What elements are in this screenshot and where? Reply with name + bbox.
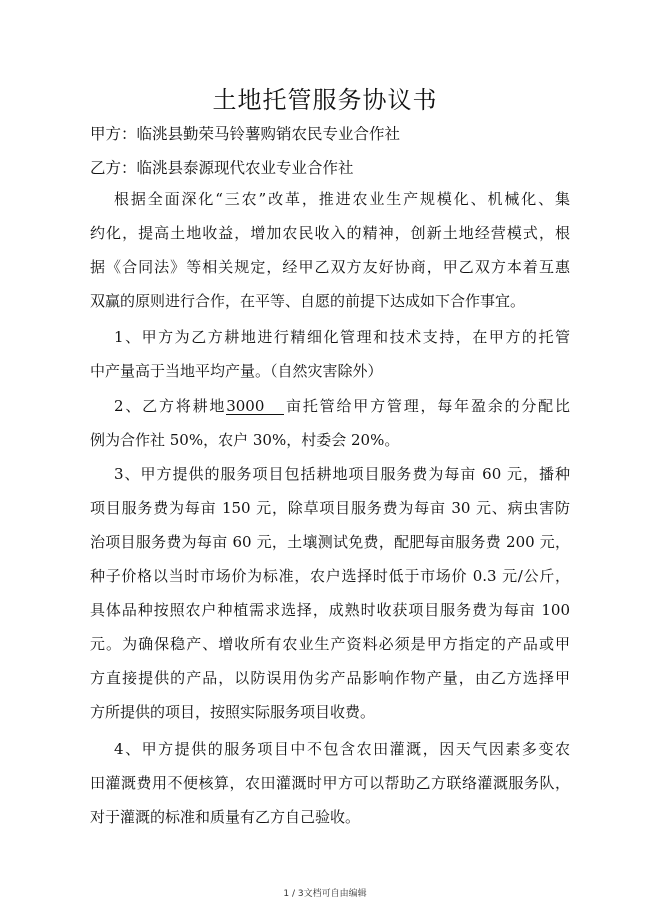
farmland-area-blank: 3000 [226, 398, 284, 415]
clause-4-line-3: 对于灌溉的标准和质量有乙方自己验收。 [90, 808, 361, 826]
clause-3-line-4: 种子价格以当时市场价为标准，农户选择时低于市场价 0.3 元/公斤， [90, 567, 570, 585]
document-title: 土地托管服务协议书 [212, 86, 438, 114]
party-a: 甲方：临洮县勤荣马铃薯购销农民专业合作社 [90, 125, 401, 143]
intro-line-3: 据《合同法》等相关规定，经甲乙双方友好协商，甲乙双方本着互惠 [90, 258, 570, 276]
clause-3-line-3: 治项目服务费为每亩 60 元，土壤测试免费，配肥每亩服务费 200 元， [90, 533, 570, 551]
intro-line-2: 约化，提高土地收益，增加农民收入的精神，创新土地经营模式，根 [90, 224, 570, 242]
clause-4-line-2: 田灌溉费用不便核算，农田灌溉时甲方可以帮助乙方联络灌溉服务队， [90, 774, 570, 792]
intro-line-4: 双赢的原则进行合作，在平等、自愿的前提下达成如下合作事宜。 [90, 292, 526, 310]
clause-3-line-1: 3、甲方提供的服务项目包括耕地项目服务费为每亩 60 元，播种 [114, 465, 570, 483]
party-b: 乙方：临洮县泰源现代农业专业合作社 [90, 159, 354, 177]
clause-3-line-5: 具体品种按照农户种植需求选择，成熟时收获项目服务费为每亩 100 [90, 601, 570, 619]
intro-line-1: 根据全面深化“三农”改革，推进农业生产规模化、机械化、集 [114, 190, 570, 208]
clause-1-line-2: 中产量高于当地平均产量。（自然灾害除外） [90, 362, 383, 380]
clause-2-prefix: 2、乙方将耕地 [114, 397, 227, 415]
clause-2-line-1 [114, 395, 570, 416]
clause-3-line-8: 方所提供的项目，按照实际服务项目收费。 [90, 703, 376, 721]
page-footer: 1 / 3文档可自由编辑 [283, 889, 367, 899]
clause-3-line-7: 方直接提供的产品，以防误用伪劣产品影响作物产量，由乙方选择甲 [90, 669, 570, 687]
clause-2-line-2: 例为合作社 50%，农户 30%，村委会 20%。 [90, 431, 400, 449]
clause-1-line-1: 1、甲方为乙方耕地进行精细化管理和技术支持，在甲方的托管 [114, 328, 570, 346]
clause-2-suffix: 亩托管给甲方管理，每年盈余的分配比 [284, 397, 570, 415]
clause-4-line-1: 4、甲方提供的服务项目中不包含农田灌溉，因天气因素多变农 [114, 740, 570, 758]
clause-3-line-6: 元。为确保稳产、增收所有农业生产资料必须是甲方指定的产品或甲 [90, 635, 570, 653]
clause-3-line-2: 项目服务费为每亩 150 元，除草项目服务费为每亩 30 元、病虫害防 [90, 499, 570, 517]
